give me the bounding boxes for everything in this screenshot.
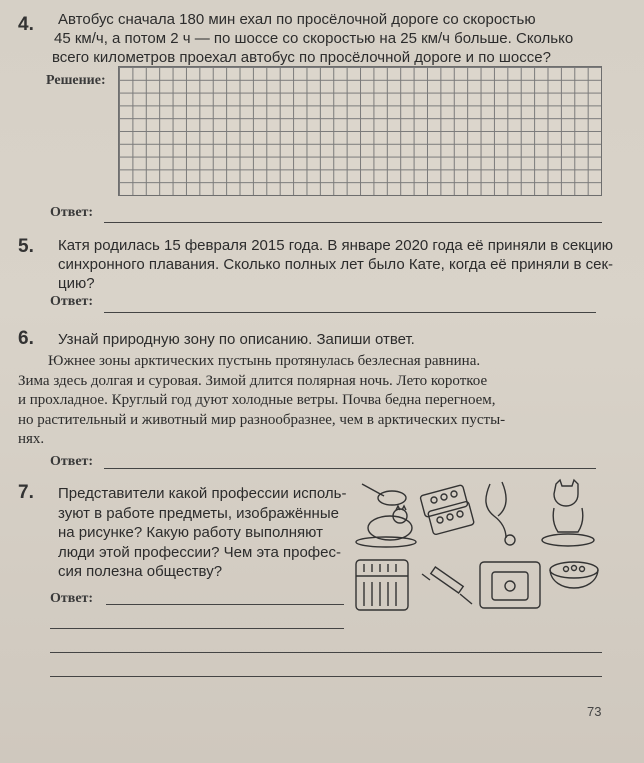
task-number: 5.	[18, 236, 34, 257]
answer-line[interactable]	[104, 468, 596, 469]
description-line: нях.	[18, 431, 45, 447]
task-line: Автобус сначала 180 мин ехал по просёлочной дороге со скоростью	[58, 11, 536, 28]
description-line: Южнее зоны арктических пустынь протянулась безлесная равнина.	[48, 353, 481, 369]
pills-blister-icon	[420, 485, 474, 535]
answer-label: Ответ:	[50, 294, 94, 309]
answer-line[interactable]	[50, 676, 602, 677]
task-5-text	[58, 236, 618, 293]
task-line: цию?	[58, 275, 95, 292]
pet-carrier-icon	[356, 560, 408, 610]
task-number: 7.	[18, 482, 34, 503]
task-line: 45 км/ч, а потом 2 ч — по шоссе со скоростью на 25 км/ч больше. Сколько	[54, 30, 574, 47]
dog-on-pedestal-icon	[542, 480, 594, 546]
task-7-pictures	[352, 476, 602, 626]
answer-line[interactable]	[104, 312, 596, 313]
task-6-description	[18, 352, 618, 450]
task-line: на рисунке? Какую работу выполняют	[58, 524, 323, 541]
task-4-text	[52, 10, 618, 67]
answer-line[interactable]	[104, 222, 602, 223]
task-line: Представители какой профессии исполь-	[58, 485, 347, 502]
task-line: зуют в работе предметы, изображённые	[58, 504, 339, 522]
task-line: сия полезна обществу?	[58, 563, 223, 580]
task-line: Катя родилась 15 февраля 2015 года. В январе 2020 года её приняли в секцию	[58, 237, 614, 254]
food-bowl-icon	[550, 562, 598, 588]
answer-line[interactable]	[106, 604, 344, 605]
answer-label: Ответ:	[50, 205, 94, 220]
task-6-prompt: Узнай природную зону по описанию. Запиши ответ.	[58, 331, 415, 348]
answer-line[interactable]	[50, 628, 344, 629]
lamp-with-cat-icon	[356, 484, 416, 547]
pictures-svg	[352, 476, 602, 626]
task-number: 4.	[18, 14, 34, 35]
stethoscope-icon	[486, 482, 515, 545]
answer-label: Ответ:	[50, 591, 94, 606]
task-7-text	[58, 484, 348, 582]
solution-grid[interactable]	[118, 66, 602, 196]
answer-line[interactable]	[50, 652, 602, 653]
task-number: 6.	[18, 328, 34, 349]
task-line: синхронного плавания. Сколько полных лет было Кате, когда её приняли в сек-	[58, 256, 614, 273]
description-line: Зима здесь долгая и суровая. Зимой длится полярная ночь. Лето короткое	[18, 372, 488, 389]
syringe-icon	[422, 567, 472, 604]
pet-bag-icon	[480, 562, 540, 608]
task-4	[18, 8, 618, 223]
task-6	[18, 328, 618, 473]
task-line: люди этой профессии? Чем эта профес-	[58, 543, 341, 561]
description-line: и прохладное. Круглый год дуют холодные ветры. Почва бедна перегноем,	[18, 392, 496, 408]
description-line: но растительный и животный мир разнообразнее, чем в арктических пусты-	[18, 411, 506, 428]
solution-label: Решение:	[46, 73, 106, 88]
task-line: всего километров проехал автобус по просёлочной дороге и по шоссе?	[52, 49, 551, 66]
answer-label: Ответ:	[50, 454, 94, 469]
page-number: 73	[587, 704, 602, 719]
task-5	[18, 232, 618, 322]
